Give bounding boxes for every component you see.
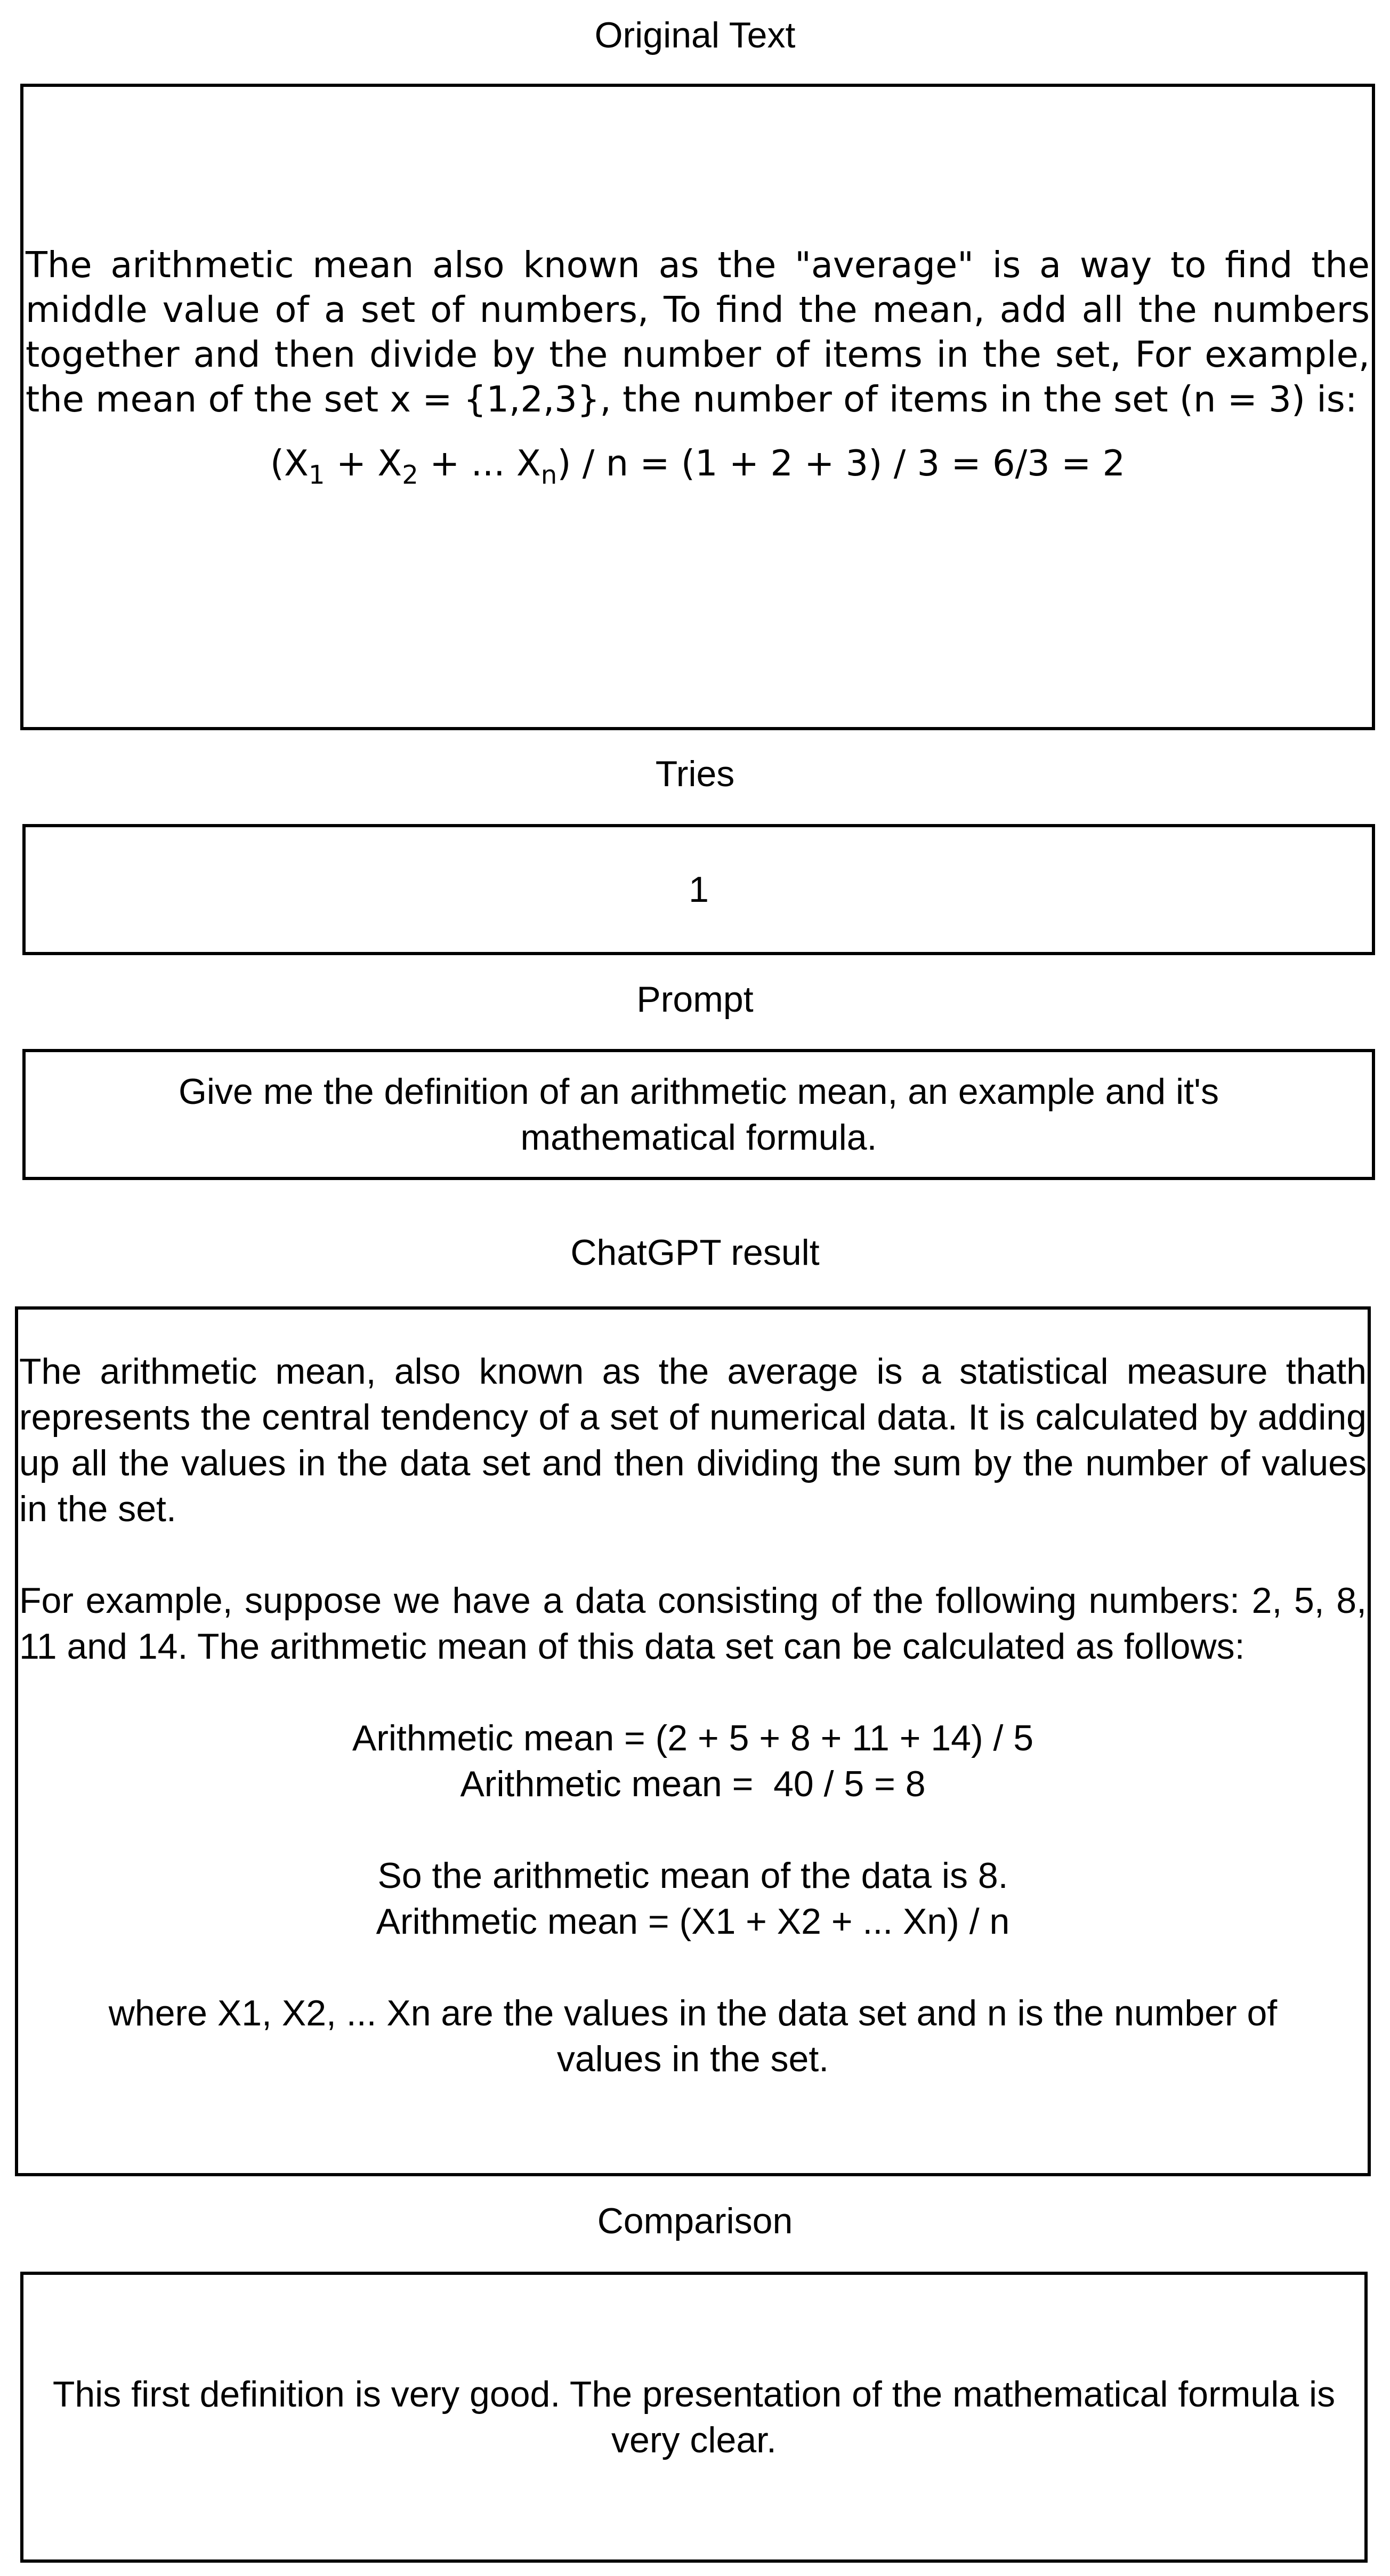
chatgpt-conclusion-line-1: So the arithmetic mean of the data is 8.: [377, 1855, 1008, 1896]
comparison-box: [20, 2272, 1368, 2563]
tries-box: [22, 824, 1375, 955]
original-text-box: [20, 84, 1375, 730]
chatgpt-paragraph-1: The arithmetic mean, also known as the average is a statistical measure thath represents the central tendency of a set of numerical data. It is calculated by adding up all the values in the data set and then dividing the sum by the number of values in the set.: [19, 1351, 1367, 1529]
original-text-content: [26, 243, 1370, 490]
original-text-title: Original Text: [594, 15, 796, 55]
comparison-title: Comparison: [597, 2201, 793, 2241]
prompt-box: [22, 1049, 1375, 1180]
chatgpt-calc-line-1: Arithmetic mean = (2 + 5 + 8 + 11 + 14) / 5: [352, 1718, 1034, 1758]
tries-title: Tries: [655, 754, 735, 794]
formula-sub-2: 2: [402, 460, 418, 490]
formula-part-open: (X: [270, 442, 309, 484]
chatgpt-calc-line-2: Arithmetic mean = 40 / 5 = 8: [460, 1764, 926, 1804]
original-text-formula: [26, 441, 1370, 490]
chatgpt-result-title: ChatGPT result: [570, 1232, 820, 1273]
original-text-paragraph: The arithmetic mean also known as the "average" is a way to find the middle value of a set of numbers, To find the mean, add all the numbers together and then divide by the number of items in the set, For example, the mean of the set x = {1,2,3}, the number of items in the set (n = 3) is:: [26, 244, 1370, 420]
chatgpt-paragraph-2: For example, suppose we have a data consisting of the following numbers: 2, 5, 8, 11 and 14. The arithmetic mean of this data set can be calculated as follows:: [19, 1580, 1367, 1667]
comparison-text: This first definition is very good. The presentation of the mathematical formula is very clear.: [52, 2374, 1336, 2460]
formula-part-rest: ) / n = (1 + 2 + 3) / 3 = 6/3 = 2: [557, 442, 1126, 484]
prompt-text: Give me the definition of an arithmetic mean, an example and it's mathematical formula.: [178, 1071, 1219, 1158]
formula-part-plus: + X: [325, 442, 402, 484]
formula-sub-n: n: [540, 460, 557, 490]
prompt-title: Prompt: [636, 979, 754, 1020]
tries-value: 1: [689, 869, 709, 910]
formula-part-ellipsis: + ... X: [418, 442, 541, 484]
chatgpt-result-content: [19, 1348, 1367, 2082]
chatgpt-where-text: where X1, X2, ... Xn are the values in the data set and n is the number of values in the set.: [108, 1993, 1278, 2079]
chatgpt-result-box: [15, 1306, 1371, 2176]
formula-sub-1: 1: [308, 460, 325, 490]
chatgpt-conclusion-line-2: Arithmetic mean = (X1 + X2 + ... Xn) / n: [376, 1901, 1010, 1942]
